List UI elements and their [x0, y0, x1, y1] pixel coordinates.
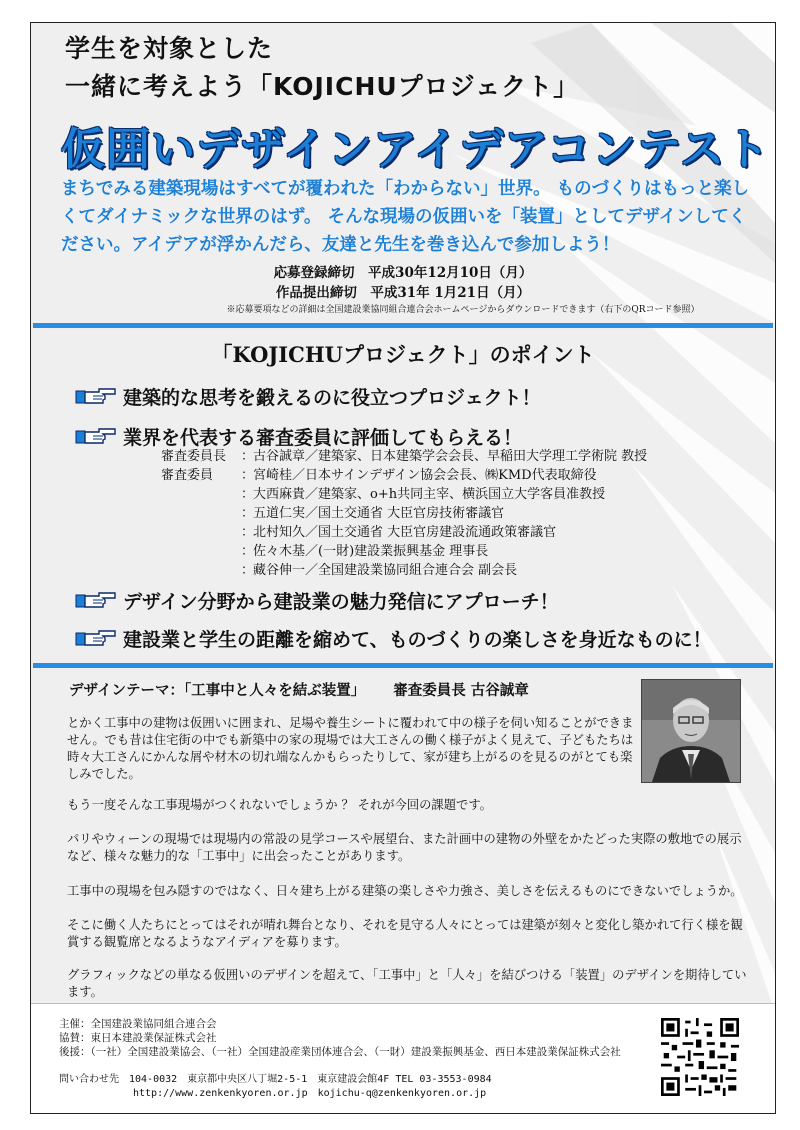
points-heading: 「KOJICHUプロジェクト」のポイント	[211, 342, 595, 367]
organizer: 主催：全国建設業協同組合連合会	[59, 1018, 217, 1030]
support: 後援：（一社）全国建設業協会、（一社）全国建設産業団体連合会、（一財）建設業振興基金、西日本建設業保証株式会社	[59, 1046, 621, 1058]
point-text: 建築的な思考を鍛えるのに役立つプロジェクト！	[123, 387, 541, 409]
contest-title: 仮囲いデザインアイデアコンテスト	[61, 124, 770, 175]
judge-row: ： 五道仁実／国土交通省 大臣官房技術審議官	[241, 506, 505, 521]
judge-row: 審査委員長 ： 古谷誠章／建築家、日本建築学会会長、早稲田大学理工学術院 教授	[161, 449, 648, 464]
footer	[31, 1003, 775, 1114]
cooperation: 協賛：東日本建設業保証株式会社	[59, 1032, 217, 1044]
pointing-hand-icon	[75, 590, 117, 612]
qr-code-icon[interactable]	[661, 1018, 739, 1096]
lead-text: まちでみる建築現場はすべてが覆われた「わからない」世界。 ものづくりはもっと楽しくてダイナミックな世界のはず。 そんな現場の仮囲いを「装置」としてデザインしてください。アイデアが浮かんだら、友達と先生を巻き込んで参加しよう！	[61, 179, 750, 255]
registration-deadline: 応募登録締切 平成30年12月10日（月）	[273, 265, 533, 281]
portrait-photo	[641, 679, 741, 783]
pointing-hand-icon	[75, 426, 117, 448]
deadlines-block	[31, 263, 775, 317]
deadline-note: ※応募要項などの詳細は全国建設業協同組合連合会ホームページからダウンロードできます（右下のQRコード参照）	[226, 305, 700, 315]
body-paragraph: 工事中の現場を包み隠すのではなく、日々建ち上がる建築の楽しさや力強さ、美しさを伝えるものにできないでしょうか。	[67, 884, 743, 898]
point-item	[75, 423, 522, 450]
judge-row: ： 大西麻貴／建築家、o+h共同主宰、横浜国立大学客員准教授	[241, 487, 606, 502]
point-item	[75, 587, 559, 614]
judge-row: ： 北村知久／国土交通省 大臣官房建設流通政策審議官	[241, 525, 557, 540]
pointing-hand-icon	[75, 628, 117, 650]
subtitle-line-2: 一緒に考えよう「KOJICHUプロジェクト」	[65, 72, 580, 101]
point-text: デザイン分野から建設業の魅力発信にアプローチ！	[123, 591, 559, 613]
body-paragraph: とかく工事中の建物は仮囲いに囲まれ、足場や養生シートに覆われて中の様子を伺い知ることができません。でも昔は住宅街の中でも新築中の家の現場では大工さんの働く様子がよく見えて、子どもたちは時々大工さんにかんな屑や材木の切れ端なんかもらったりして、家が建ち上がるのを見るのがとても楽しみでした。	[67, 716, 634, 781]
design-theme	[69, 679, 547, 700]
point-item	[75, 383, 541, 410]
judges-list	[161, 447, 647, 580]
body-paragraph: もう一度そんな工事現場がつくれないでしょうか ？ それが今回の課題です。	[67, 798, 492, 812]
chair-name: 審査委員長 古谷誠章	[393, 683, 529, 699]
pointing-hand-icon	[75, 386, 117, 408]
theme-label: デザインテーマ：「工事中と人々を結ぶ装置」	[69, 683, 366, 699]
point-item	[75, 625, 712, 652]
contact: 問い合わせ先 104-0032 東京都中央区八丁堀2-5-1 東京建設会館4F TEL 03-3553-0984	[59, 1074, 492, 1085]
judge-row: ： 藏谷伸一／全国建設業協同組合連合会 副会長	[241, 563, 518, 578]
judge-row: 審査委員 ： 宮崎桂／日本サインデザイン協会会長、㈱KMD代表取締役	[161, 468, 597, 483]
body-paragraph: そこに働く人たちにとってはそれが晴れ舞台となり、それを見守る人々にとっては建築が刻々と変化し築かれて行く様を観賞する観覧席となるようなアイディアを募ります。	[67, 918, 743, 949]
submission-deadline: 作品提出締切 平成31年 1月21日（月）	[275, 285, 531, 301]
body-paragraph: グラフィックなどの単なる仮囲いのデザインを超えて、「工事中」と「人々」を結びつける「装置」のデザインを期待しています。	[67, 968, 747, 999]
poster-frame	[30, 22, 776, 1114]
divider-middle	[33, 663, 773, 668]
point-text: 建設業と学生の距離を縮めて、ものづくりの楽しさを身近なものに！	[123, 629, 712, 651]
point-text: 業界を代表する審査委員に評価してもらえる！	[123, 427, 523, 449]
body-paragraph: パリやウィーンの現場では現場内の常設の見学コースや展望台、また計画中の建物の外壁をかたどった実際の敷地での展示など、様々な魅力的な「工事中」に出会ったことがあります。	[67, 832, 742, 863]
judge-row: ： 佐々木基／(一財)建設業振興基金 理事長	[241, 544, 489, 559]
urls: http://www.zenkenkyoren.or.jp kojichu-q@zenkenkyoren.or.jp	[133, 1088, 487, 1099]
divider-top	[33, 323, 773, 328]
subtitle-line-1: 学生を対象とした	[65, 34, 274, 63]
